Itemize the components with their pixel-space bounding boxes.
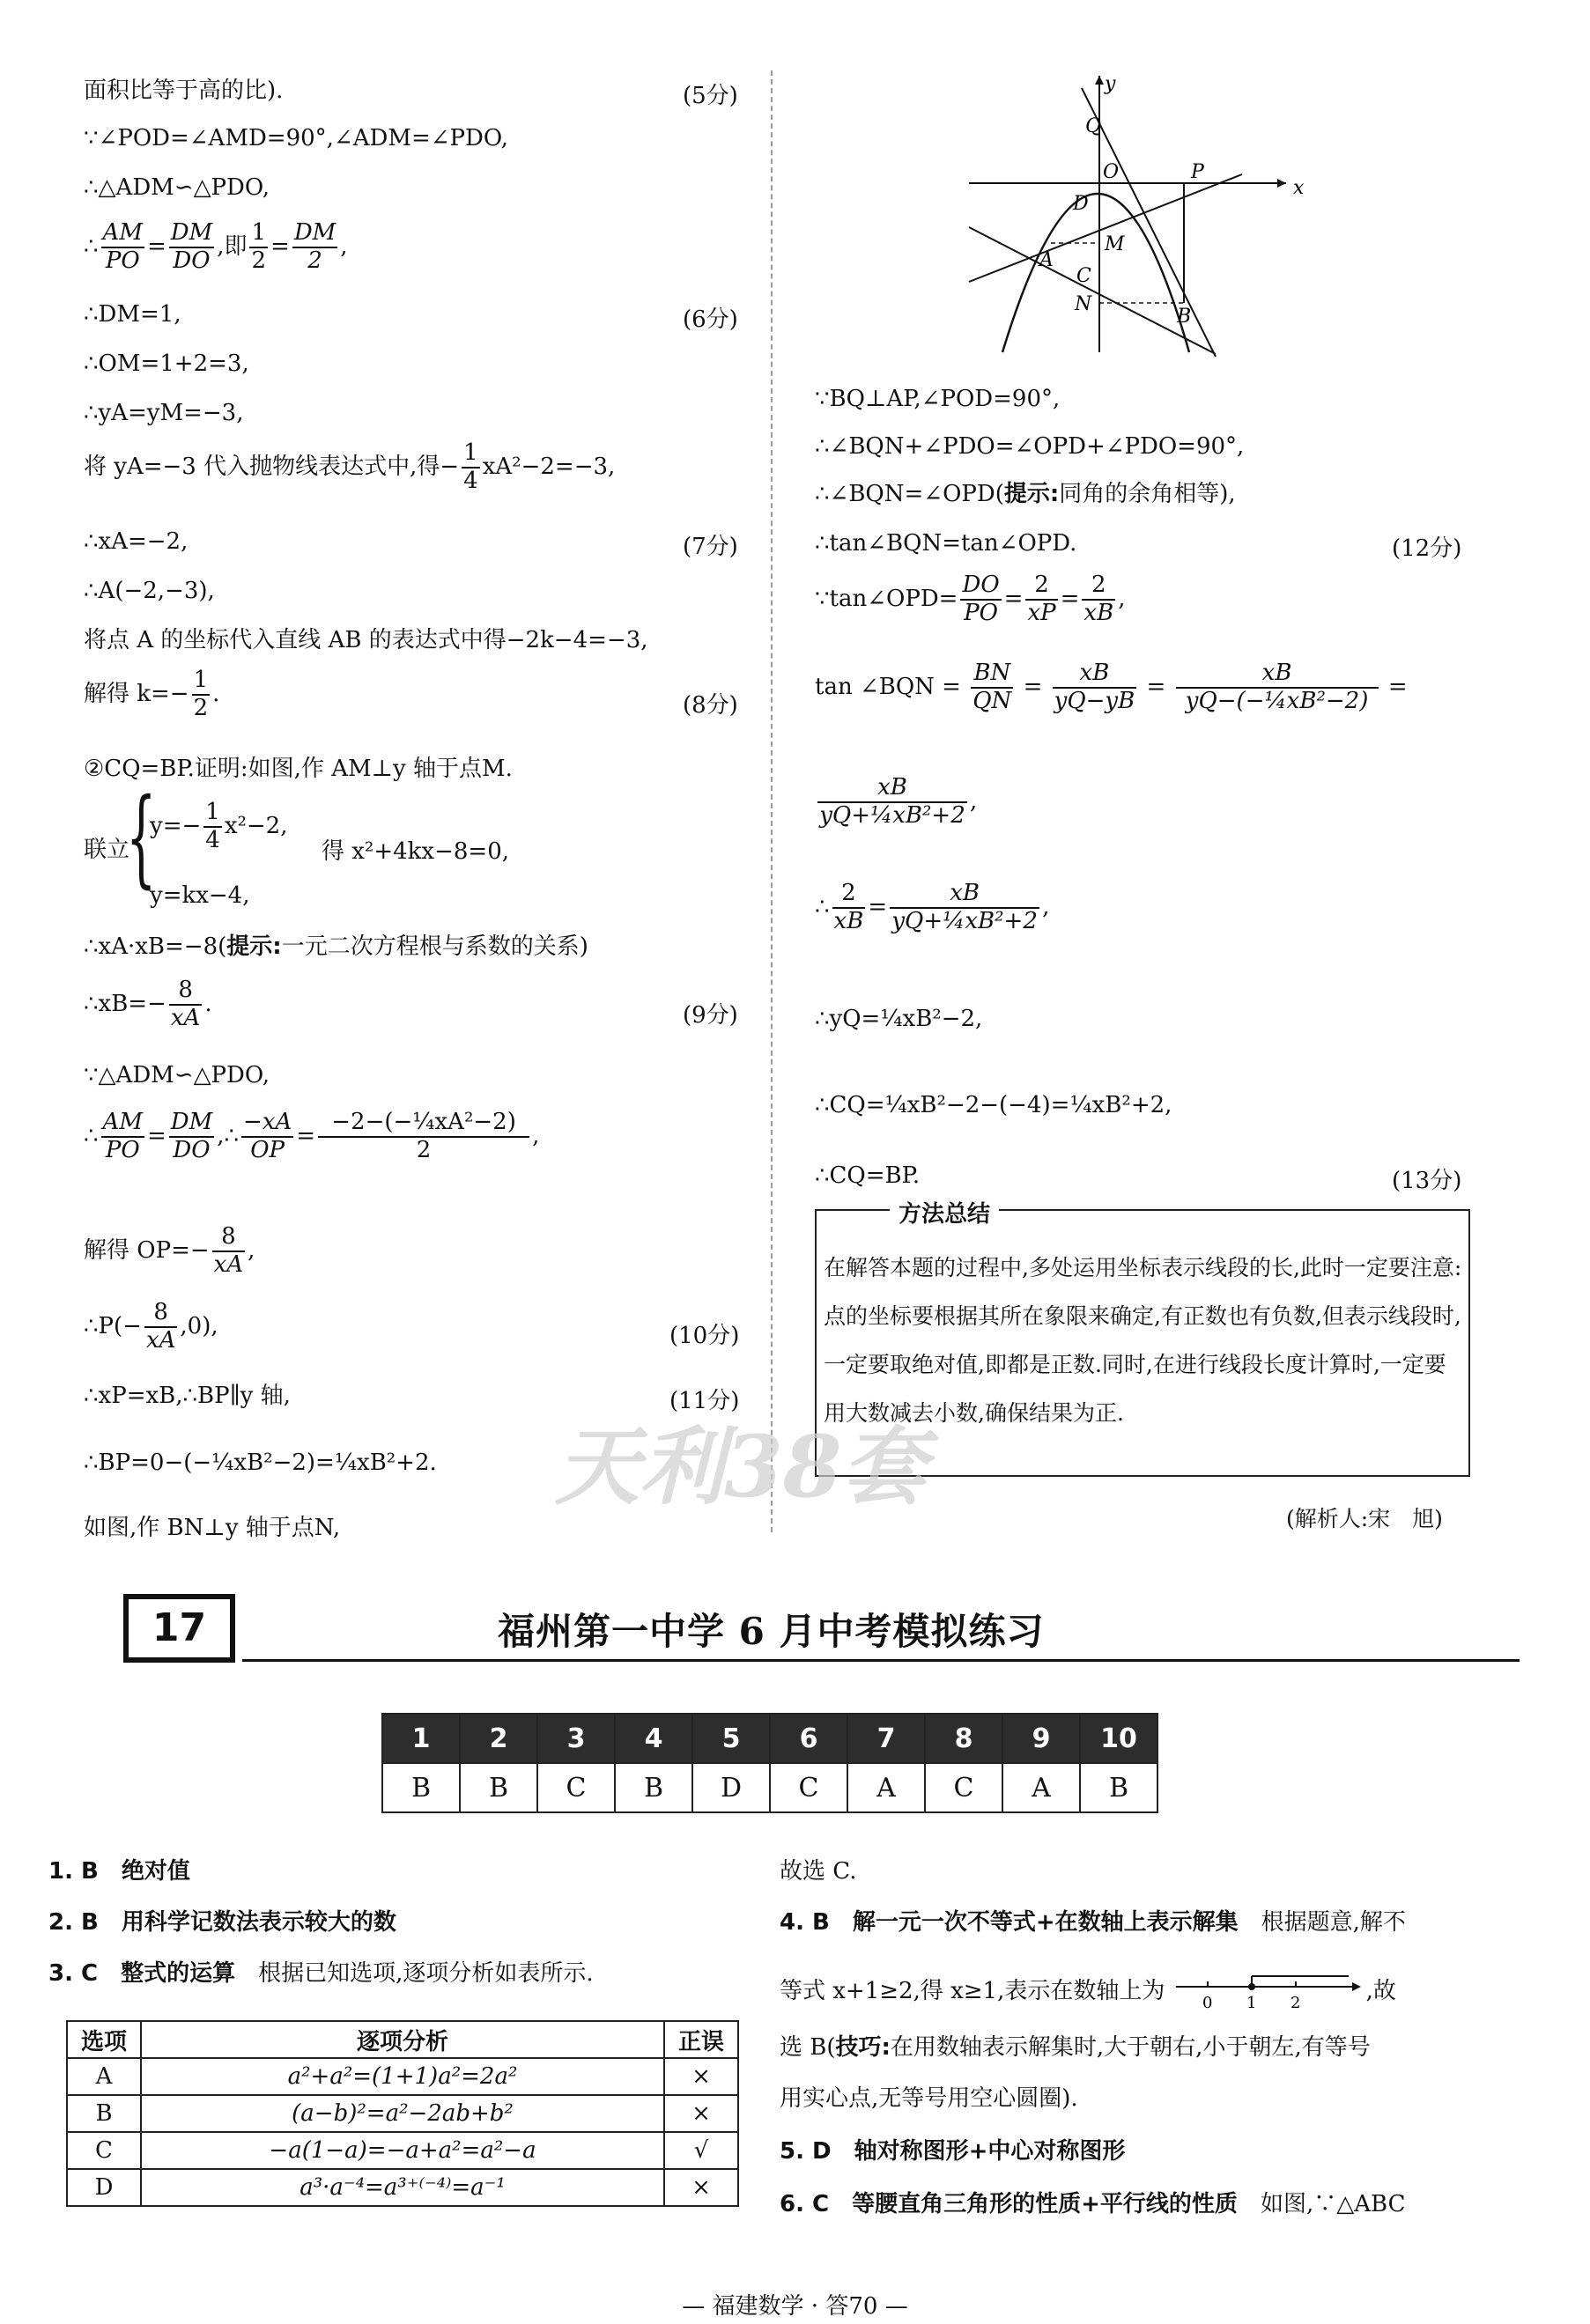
analysis-row bbox=[67, 2058, 738, 2095]
label-m: M bbox=[1105, 233, 1125, 255]
q-topic: 等腰直角三角形的性质+平行线的性质 bbox=[852, 2191, 1238, 2217]
label-d: D bbox=[1073, 193, 1089, 215]
answer-letter: C bbox=[925, 1763, 1002, 1812]
label-o: O bbox=[1103, 161, 1120, 183]
q-topic: 用科学记数法表示较大的数 bbox=[121, 1909, 396, 1936]
right-line-3 bbox=[815, 481, 1236, 508]
section-title: 福州第一中学 6 月中考模拟练习 bbox=[498, 1610, 1045, 1653]
left-line-22: ∴BP=0−(−¼xB²−2)=¼xB²+2. bbox=[84, 1450, 437, 1476]
left-line-16 bbox=[84, 978, 212, 1032]
page-footer: — 福建数学 · 答70 — bbox=[682, 2293, 908, 2320]
numerator: AM bbox=[101, 1110, 144, 1138]
parabola-curve bbox=[1002, 194, 1192, 352]
q-text: ,故 bbox=[1365, 1978, 1396, 2004]
text: ∴ bbox=[815, 893, 830, 920]
system-brace: { bbox=[126, 777, 157, 899]
fraction-8-xa bbox=[169, 978, 202, 1032]
score-13: (13分) bbox=[1392, 1168, 1462, 1194]
numerator: 8 bbox=[212, 1224, 245, 1252]
number-line bbox=[1172, 1973, 1366, 2011]
q5 bbox=[780, 2138, 1125, 2165]
q6 bbox=[780, 2191, 1405, 2218]
option: C bbox=[67, 2132, 141, 2169]
answer-letter: B bbox=[615, 1763, 692, 1812]
system-result: 得 x²+4kx−8=0, bbox=[322, 838, 510, 865]
answer-key-letters bbox=[382, 1763, 1157, 1812]
q-number: 5. D bbox=[780, 2138, 832, 2165]
text: , bbox=[1118, 585, 1126, 612]
q-text: 在用数轴表示解集时,大于朝右,小于朝左,有等号 bbox=[890, 2034, 1371, 2061]
text: 解得 k=− bbox=[84, 680, 189, 707]
numerator: 2 bbox=[832, 881, 866, 909]
q-topic: 绝对值 bbox=[121, 1858, 190, 1885]
numerator: DM bbox=[169, 220, 214, 248]
option: D bbox=[67, 2169, 141, 2206]
denominator: xA bbox=[213, 1251, 244, 1278]
fraction-8-xa bbox=[212, 1224, 245, 1279]
text: . bbox=[204, 990, 212, 1017]
fraction-xa-op bbox=[241, 1110, 293, 1164]
section-header bbox=[123, 1594, 1401, 1664]
q-topic: 解一元一次不等式+在数轴上表示解集 bbox=[852, 1909, 1239, 1936]
text: ∴xB=− bbox=[84, 990, 166, 1017]
fraction-dm-2 bbox=[292, 220, 337, 275]
label-q: Q bbox=[1085, 115, 1102, 137]
bottom-right-column bbox=[780, 1858, 1484, 2228]
analysis: a³·a⁻⁴=a³⁺⁽⁻⁴⁾=a⁻¹ bbox=[141, 2169, 664, 2206]
right-line-8: ∴ $\frac{2}{xB}$ = $\frac{xB}{\text{yQ+¼xB²+2}}$ , bbox=[815, 880, 1050, 934]
left-line-18: ∴ $\frac{AM}{PO}$ = $\frac{DM}{DO}$ ,∴ $\frac{-xA}{OP}$ = $\frac{\text{−2−(−¼xA²−2)}}{2}$ , bbox=[84, 1109, 540, 1163]
text: 同角的余角相等), bbox=[1059, 481, 1236, 507]
answer-key-table bbox=[381, 1713, 1158, 1813]
q-number: 2. B bbox=[48, 1909, 99, 1936]
text: xA²−2=−3, bbox=[482, 453, 616, 480]
text: ,∴ bbox=[217, 1122, 240, 1149]
tick-label-2: 2 bbox=[1290, 1994, 1301, 2011]
q-text: 根据已知选项,逐项分析如表所示. bbox=[258, 1960, 594, 1987]
left-line-10: ∴A(−2,−3), bbox=[84, 578, 215, 604]
system-eq-2: y=kx−4, bbox=[150, 882, 250, 909]
tick-label-0: 0 bbox=[1202, 1994, 1213, 2011]
denominator: PO bbox=[105, 247, 140, 274]
fraction-am-po bbox=[101, 1110, 144, 1164]
left-line-7: ∴yA=yM=−3, bbox=[84, 400, 244, 426]
system-eq-1 bbox=[150, 800, 288, 854]
number-line-arrow bbox=[1352, 1982, 1361, 1991]
q2 bbox=[48, 1909, 396, 1937]
text: ,0), bbox=[180, 1312, 218, 1339]
denominator: yQ+¼xB²+2 bbox=[891, 907, 1038, 934]
q-text: 如图,∵△ABC bbox=[1260, 2191, 1406, 2217]
fraction-dm-do bbox=[169, 220, 214, 275]
analysis-header bbox=[67, 2021, 738, 2058]
q1 bbox=[48, 1858, 190, 1885]
answer-letter: B bbox=[460, 1763, 537, 1812]
numerator: DM bbox=[169, 1110, 214, 1138]
answer-key-numbers bbox=[382, 1714, 1157, 1763]
text: ∴ bbox=[84, 1122, 99, 1149]
line-qb bbox=[1082, 88, 1216, 357]
denominator: 2 bbox=[193, 694, 209, 721]
fraction-xb-expr3 bbox=[890, 881, 1039, 935]
denominator: PO bbox=[105, 1136, 140, 1163]
answer-number: 5 bbox=[692, 1714, 770, 1763]
q-text: 等式 x+1≥2,得 x≥1,表示在数轴上为 bbox=[780, 1978, 1165, 2004]
right-line-7 bbox=[815, 775, 977, 830]
denominator: QN bbox=[972, 687, 1012, 714]
header-correct: 正误 bbox=[664, 2021, 738, 2058]
text: . bbox=[212, 680, 220, 707]
right-line-4: ∴tan∠BQN=tan∠OPD. bbox=[815, 530, 1077, 557]
answer-number: 8 bbox=[925, 1714, 1002, 1763]
verdict: √ bbox=[664, 2132, 738, 2169]
denominator: OP bbox=[250, 1136, 285, 1163]
fraction-1-4 bbox=[462, 440, 480, 495]
score-8: (8分) bbox=[683, 692, 738, 719]
text: , bbox=[532, 1122, 540, 1149]
text: x²−2, bbox=[224, 812, 288, 839]
answer-letter: A bbox=[847, 1763, 925, 1812]
fraction-1-4 bbox=[203, 800, 222, 854]
answer-number: 6 bbox=[770, 1714, 847, 1763]
q-text: 根据题意,解不 bbox=[1261, 1909, 1406, 1936]
right-line-11: ∴CQ=BP. bbox=[815, 1162, 921, 1189]
denominator: xB bbox=[1083, 599, 1114, 626]
q4-line-4: 用实心点,无等号用空心圆圈). bbox=[780, 2085, 1078, 2112]
header-analysis: 逐项分析 bbox=[141, 2021, 664, 2058]
denominator: xA bbox=[170, 1004, 201, 1031]
denominator: 4 bbox=[205, 826, 220, 853]
fraction-bn-qn bbox=[971, 660, 1013, 715]
score-12: (12分) bbox=[1392, 535, 1462, 562]
q-number: 1. B bbox=[48, 1858, 99, 1885]
denominator: DO bbox=[173, 1136, 211, 1163]
left-line-19 bbox=[84, 1224, 255, 1279]
denominator: 2 bbox=[416, 1136, 432, 1163]
fraction-dm-do bbox=[169, 1110, 214, 1164]
numerator: 1 bbox=[462, 440, 480, 468]
right-line-1: ∵BQ⊥AP,∠POD=90°, bbox=[815, 386, 1061, 412]
section-number: 17 bbox=[123, 1594, 235, 1663]
text: , bbox=[248, 1236, 255, 1264]
hint-label: 技巧: bbox=[835, 2034, 891, 2061]
right-line-5: ∵tan∠OPD= $\frac{DO}{PO}$ = $\frac{2}{xP}$ = $\frac{2}{xB}$ , bbox=[815, 572, 1126, 626]
numerator: 2 bbox=[1082, 572, 1115, 601]
line-ab bbox=[969, 227, 1216, 354]
score-10: (10分) bbox=[669, 1323, 740, 1349]
answer-number: 10 bbox=[1080, 1714, 1157, 1763]
fraction-1-2 bbox=[249, 220, 268, 275]
answer-letter: B bbox=[1080, 1763, 1157, 1812]
text: ∴P(− bbox=[84, 1312, 142, 1339]
numerator: DM bbox=[292, 220, 337, 248]
fraction-8-xa bbox=[144, 1300, 177, 1354]
fraction-xb-yqyb bbox=[1053, 660, 1137, 715]
left-line-8 bbox=[84, 440, 615, 495]
text: ∴∠BQN=∠OPD( bbox=[815, 481, 1004, 507]
score-9: (9分) bbox=[683, 1002, 738, 1029]
left-line-9: ∴xA=−2, bbox=[84, 528, 189, 555]
fraction-xb-expr2 bbox=[817, 775, 967, 830]
numerator: 8 bbox=[144, 1300, 177, 1328]
answer-number: 4 bbox=[615, 1714, 692, 1763]
left-line-2: ∵∠POD=∠AMD=90°,∠ADM=∠PDO, bbox=[84, 125, 508, 151]
fraction-big bbox=[318, 1110, 529, 1164]
answer-letter: C bbox=[770, 1763, 847, 1812]
verdict: × bbox=[664, 2095, 738, 2132]
y-axis-arrow bbox=[1095, 76, 1104, 85]
text: , bbox=[970, 787, 978, 815]
left-line-13: ②CQ=BP.证明:如图,作 AM⊥y 轴于点M. bbox=[84, 756, 513, 782]
left-line-23: 如图,作 BN⊥y 轴于点N, bbox=[84, 1515, 341, 1541]
fraction-2-xb bbox=[1082, 572, 1115, 627]
denominator: yQ−yB bbox=[1054, 687, 1135, 714]
numerator: 1 bbox=[249, 220, 268, 248]
q4-line-2 bbox=[780, 1973, 1396, 2011]
answer-letter: C bbox=[537, 1763, 615, 1812]
numerator: 2 bbox=[1025, 572, 1057, 601]
score-6: (6分) bbox=[683, 306, 738, 333]
numerator: 1 bbox=[203, 800, 222, 828]
denominator: yQ−(−¼xB²−2) bbox=[1185, 687, 1369, 714]
answer-letter: D bbox=[692, 1763, 770, 1812]
left-line-6: ∴OM=1+2=3, bbox=[84, 350, 249, 377]
analysis-row bbox=[67, 2132, 738, 2169]
label-b: B bbox=[1177, 306, 1192, 328]
system-label: 联立 bbox=[84, 837, 130, 863]
fraction-1-2 bbox=[192, 668, 211, 722]
numerator: −2−(−¼xA²−2) bbox=[318, 1110, 529, 1138]
solid-point bbox=[1248, 1983, 1255, 1990]
left-line-12 bbox=[84, 668, 219, 722]
analysis-table bbox=[66, 2020, 739, 2207]
answer-number: 3 bbox=[537, 1714, 615, 1763]
denominator: yQ+¼xB²+2 bbox=[819, 801, 965, 829]
answer-number: 2 bbox=[460, 1714, 537, 1763]
numerator: AM bbox=[101, 220, 144, 248]
text: 解得 OP=− bbox=[84, 1236, 210, 1264]
text: , bbox=[1042, 893, 1050, 920]
right-line-10: ∴CQ=¼xB²−2−(−4)=¼xB²+2, bbox=[815, 1092, 1172, 1118]
tick-label-1: 1 bbox=[1246, 1994, 1257, 2011]
text: 一元二次方程根与系数的关系) bbox=[281, 933, 588, 960]
text: ∴xA·xB=−8( bbox=[84, 933, 227, 960]
left-line-21: ∴xP=xB,∴BP∥y 轴, bbox=[84, 1383, 291, 1409]
denominator: DO bbox=[173, 247, 211, 274]
numerator: 1 bbox=[192, 668, 211, 696]
fraction-2-xb bbox=[832, 881, 866, 935]
left-line-15 bbox=[84, 933, 588, 961]
denominator: xB bbox=[833, 907, 864, 934]
fraction-am-po bbox=[101, 220, 144, 275]
score-11: (11分) bbox=[669, 1388, 740, 1414]
fraction-xb-expr bbox=[1176, 660, 1379, 715]
verdict: × bbox=[664, 2169, 738, 2206]
numerator: BN bbox=[971, 660, 1013, 689]
analysis-row bbox=[67, 2095, 738, 2132]
q-number: 3. C bbox=[48, 1960, 99, 1987]
numerator: xB bbox=[1176, 660, 1379, 689]
left-line-3: ∴△ADM∽△PDO, bbox=[84, 174, 270, 201]
q-topic: 整式的运算 bbox=[121, 1960, 236, 1987]
left-line-17: ∵△ADM∽△PDO, bbox=[84, 1062, 270, 1088]
x-axis-arrow bbox=[1277, 179, 1286, 188]
q-number: 6. C bbox=[780, 2191, 830, 2217]
text: y=− bbox=[150, 812, 202, 839]
section-rule bbox=[242, 1659, 1520, 1662]
answer-number: 9 bbox=[1002, 1714, 1080, 1763]
label-x: x bbox=[1293, 177, 1305, 199]
answer-letter: B bbox=[382, 1763, 460, 1812]
q-text: 选 B( bbox=[780, 2034, 836, 2061]
analysis-row bbox=[67, 2169, 738, 2206]
numerator: xB bbox=[890, 881, 1039, 909]
denominator: 2 bbox=[251, 247, 267, 274]
numerator: xB bbox=[1053, 660, 1137, 689]
c1: 故选 C. bbox=[780, 1858, 857, 1885]
text: = bbox=[1387, 673, 1408, 700]
method-summary-text: 在解答本题的过程中,多处运用坐标表示线段的长,此时一定要注意:点的坐标要根据其所在象限来确定,有正数也有负数,但表示线段时,一定要取绝对值,即都是正数.同时,在进行线段长度计算时,一定要用大数减去小数,确保结果为正. bbox=[824, 1255, 1462, 1426]
numerator: DO bbox=[960, 572, 1001, 601]
right-line-9: ∴yQ=¼xB²−2, bbox=[815, 1006, 983, 1032]
q-number: 4. B bbox=[780, 1909, 830, 1936]
method-summary-title: 方法总结 bbox=[890, 1196, 999, 1228]
header-option: 选项 bbox=[67, 2021, 141, 2058]
therefore: ∴ bbox=[84, 232, 99, 260]
denominator: xP bbox=[1027, 599, 1056, 626]
analysis: (a−b)²=a²−2ab+b² bbox=[141, 2095, 664, 2132]
fraction-2-xp bbox=[1025, 572, 1057, 627]
column-divider bbox=[771, 70, 773, 1532]
q-topic: 轴对称图形+中心对称图形 bbox=[854, 2138, 1126, 2165]
answer-number: 1 bbox=[382, 1714, 460, 1763]
text: 将 yA=−3 代入抛物线表达式中,得− bbox=[84, 453, 460, 480]
left-line-11: 将点 A 的坐标代入直线 AB 的表达式中得−2k−4=−3, bbox=[84, 627, 648, 653]
answer-number: 7 bbox=[847, 1714, 925, 1763]
parabola-graph bbox=[951, 70, 1321, 361]
left-line-1: 面积比等于高的比). bbox=[84, 77, 284, 104]
text: ∵tan∠OPD= bbox=[815, 585, 958, 612]
denominator: PO bbox=[964, 599, 998, 626]
text: , bbox=[340, 232, 348, 260]
verdict: × bbox=[664, 2058, 738, 2095]
numerator: 8 bbox=[169, 978, 202, 1006]
text: ,即 bbox=[217, 232, 248, 260]
q3 bbox=[48, 1960, 594, 1988]
analysis: −a(1−a)=−a+a²=a²−a bbox=[141, 2132, 664, 2169]
left-line-5: ∴DM=1, bbox=[84, 301, 181, 328]
numerator: −xA bbox=[241, 1110, 293, 1138]
watermark: 天利38套 bbox=[555, 1417, 927, 1516]
label-y: y bbox=[1105, 73, 1116, 95]
analysis: a²+a²=(1+1)a²=2a² bbox=[141, 2058, 664, 2095]
analyst-credit: (解析人:宋 旭) bbox=[1286, 1506, 1443, 1531]
option: B bbox=[67, 2095, 141, 2132]
label-n: N bbox=[1075, 293, 1092, 315]
hint-label: 提示: bbox=[226, 933, 282, 960]
denominator: xA bbox=[145, 1326, 176, 1354]
denominator: 4 bbox=[463, 467, 478, 494]
left-line-20 bbox=[84, 1300, 218, 1354]
label-a: A bbox=[1039, 249, 1054, 271]
score-7: (7分) bbox=[683, 534, 738, 560]
label-c: C bbox=[1076, 265, 1091, 287]
option: A bbox=[67, 2058, 141, 2095]
denominator: 2 bbox=[307, 247, 322, 274]
line-ap bbox=[969, 174, 1242, 282]
answer-letter: A bbox=[1002, 1763, 1080, 1812]
right-line-2: ∴∠BQN+∠PDO=∠OPD+∠PDO=90°, bbox=[815, 433, 1245, 460]
score-5: (5分) bbox=[683, 83, 738, 109]
q4-line-3 bbox=[780, 2034, 1371, 2062]
left-column bbox=[84, 70, 753, 1568]
right-line-6: tan ∠BQN = $\frac{BN}{QN}$ = $\frac{xB}{yQ-yB}$ = $\frac{xB}{\text{yQ−(−¼xB²−2)}}$ = bbox=[815, 660, 1408, 714]
label-p: P bbox=[1191, 161, 1204, 183]
text: tan ∠BQN = bbox=[815, 673, 961, 700]
fraction-do-po bbox=[960, 572, 1001, 627]
left-line-4: ∴ $\frac{AM}{PO}$ = $\frac{DM}{DO}$ ,即 $\frac{1}{2}$ = $\frac{DM}{2}$ , bbox=[84, 219, 348, 274]
numerator: xB bbox=[817, 775, 967, 803]
q4-line-1 bbox=[780, 1909, 1406, 1937]
hint-label: 提示: bbox=[1003, 481, 1060, 507]
